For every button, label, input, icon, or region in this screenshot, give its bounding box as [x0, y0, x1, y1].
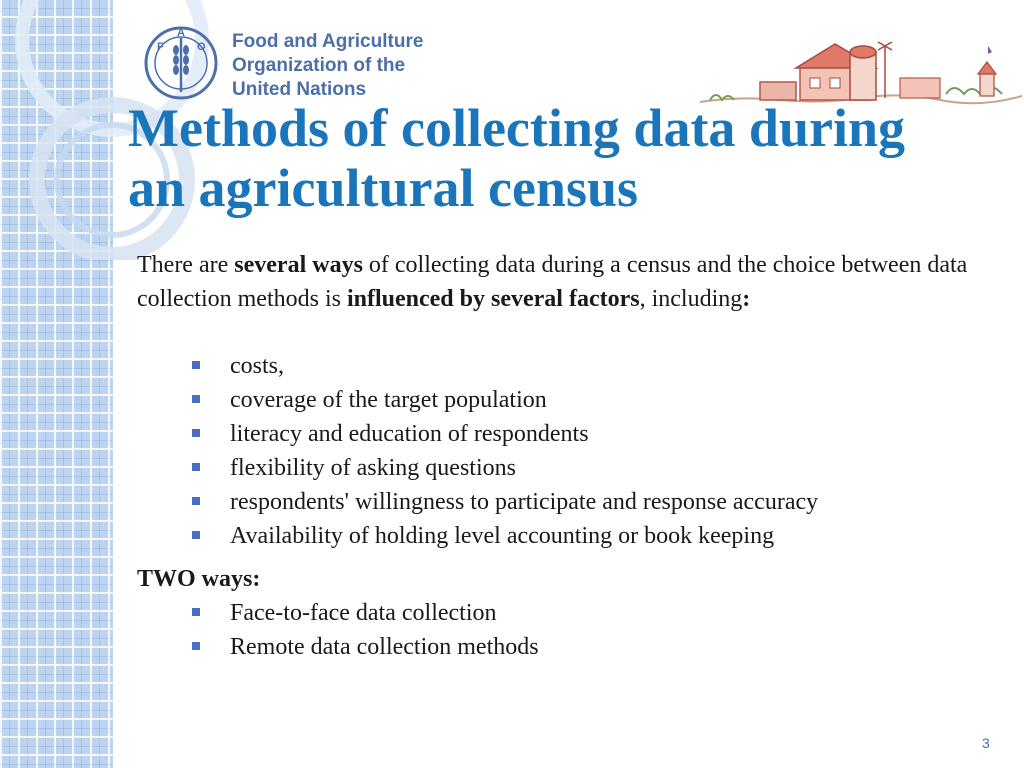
list-item — [190, 383, 990, 417]
fao-emblem-icon — [143, 24, 223, 102]
emblem-letter-f: F — [157, 41, 164, 53]
title-line-2: an agricultural census — [128, 158, 639, 218]
logo-line-1: Food and Agriculture — [232, 31, 424, 52]
intro-bold-2: influenced by several factors — [346, 286, 640, 312]
list-item — [190, 451, 990, 485]
intro-text-1: There are — [137, 252, 235, 278]
intro-bold-3: : — [742, 286, 751, 312]
list-item — [190, 485, 990, 519]
list-item — [190, 519, 990, 553]
way-text: Remote data collection methods — [230, 634, 539, 660]
title-line-1: Methods of collecting data during — [128, 98, 905, 158]
slide-title — [128, 98, 1008, 218]
square-bullet-icon — [192, 395, 200, 403]
square-bullet-icon — [192, 608, 200, 616]
logo-line-3: United Nations — [232, 79, 367, 100]
ways-list — [190, 596, 990, 664]
emblem-letter-a: A — [177, 27, 185, 39]
intro-bold-1: several ways — [234, 252, 363, 278]
square-bullet-icon — [192, 642, 200, 650]
list-item — [190, 630, 990, 664]
intro-text-2: of collecting data during a census and the choice between data collection methods is — [137, 252, 968, 312]
intro-text-3: , including — [639, 286, 743, 312]
logo-line-2: Organization of the — [232, 55, 406, 76]
two-ways-heading: TWO ways: — [137, 566, 261, 592]
factor-text: coverage of the target population — [230, 387, 547, 413]
factors-list — [190, 349, 990, 553]
square-bullet-icon — [192, 497, 200, 505]
factor-text: literacy and education of respondents — [230, 421, 589, 447]
emblem-letter-o: O — [197, 41, 206, 53]
intro-paragraph — [137, 248, 987, 316]
list-item — [190, 596, 990, 630]
list-item — [190, 417, 990, 451]
factor-text: costs, — [230, 353, 284, 379]
square-bullet-icon — [192, 531, 200, 539]
factor-text: Availability of holding level accounting or book keeping — [230, 523, 775, 549]
list-item — [190, 349, 990, 383]
square-bullet-icon — [192, 429, 200, 437]
square-bullet-icon — [192, 361, 200, 369]
factor-text: respondents' willingness to participate and response accuracy — [230, 489, 819, 515]
way-text: Face-to-face data collection — [230, 600, 497, 626]
fao-logo-text — [232, 30, 423, 102]
factor-text: flexibility of asking questions — [230, 455, 516, 481]
square-bullet-icon — [192, 463, 200, 471]
page-number: 3 — [982, 735, 990, 751]
